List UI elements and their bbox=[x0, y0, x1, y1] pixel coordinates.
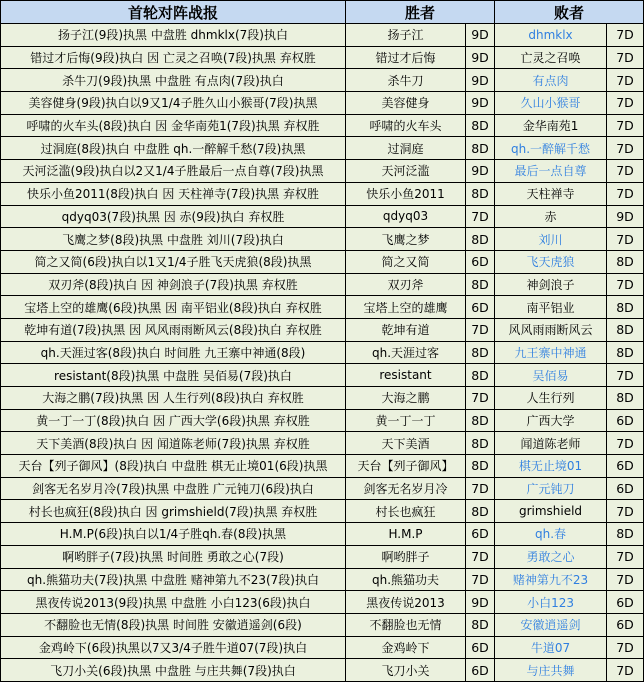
winner-level: 8D bbox=[466, 114, 495, 137]
table-row bbox=[1, 568, 644, 591]
match-description: 双刃斧(8段)执白 因 神剑浪子(7段)执黑 弃权胜 bbox=[1, 273, 346, 296]
loser-name: 久山小猴哥 bbox=[495, 92, 607, 115]
winner-name: 飞鹰之梦 bbox=[346, 228, 466, 251]
winner-level: 7D bbox=[466, 205, 495, 228]
table-row bbox=[1, 387, 644, 410]
loser-level: 8D bbox=[607, 250, 644, 273]
loser-name: 南平铝业 bbox=[495, 296, 607, 319]
match-description: 美容健身(9段)执白以9又1/4子胜久山小猴哥(7段)执黑 bbox=[1, 92, 346, 115]
match-description: 简之又简(6段)执白以1又1/4子胜飞天虎狼(8段)执黑 bbox=[1, 250, 346, 273]
report-title: 首轮对阵战报 bbox=[1, 1, 346, 24]
winner-level: 6D bbox=[466, 523, 495, 546]
loser-level: 7D bbox=[607, 92, 644, 115]
loser-name: 广元钝刀 bbox=[495, 477, 607, 500]
winner-level: 8D bbox=[466, 432, 495, 455]
loser-level: 7D bbox=[607, 160, 644, 183]
winner-level: 9D bbox=[466, 69, 495, 92]
loser-level: 7D bbox=[607, 364, 644, 387]
winner-level: 9D bbox=[466, 591, 495, 614]
loser-name: 天柱禅寺 bbox=[495, 182, 607, 205]
winner-level: 8D bbox=[466, 228, 495, 251]
header-row bbox=[1, 1, 644, 24]
loser-name: 赤 bbox=[495, 205, 607, 228]
match-description: 天河泛滥(9段)执白以2又1/4子胜最后一点自尊(7段)执黑 bbox=[1, 160, 346, 183]
table-row bbox=[1, 545, 644, 568]
winner-name: 剑客无名岁月冷 bbox=[346, 477, 466, 500]
table-row bbox=[1, 318, 644, 341]
loser-level: 8D bbox=[607, 296, 644, 319]
loser-name: 刘川 bbox=[495, 228, 607, 251]
match-description: 快乐小鱼2011(8段)执白 因 天柱禅寺(7段)执黑 弃权胜 bbox=[1, 182, 346, 205]
winner-name: 天下美酒 bbox=[346, 432, 466, 455]
table-row bbox=[1, 160, 644, 183]
winner-name: resistant bbox=[346, 364, 466, 387]
match-description: 剑客无名岁月冷(7段)执黑 中盘胜 广元钝刀(6段)执白 bbox=[1, 477, 346, 500]
table-row bbox=[1, 69, 644, 92]
winner-name: 大海之鹏 bbox=[346, 387, 466, 410]
table-row bbox=[1, 477, 644, 500]
loser-name: 吴佰易 bbox=[495, 364, 607, 387]
loser-name: 赌神第九不23 bbox=[495, 568, 607, 591]
loser-level: 7D bbox=[607, 228, 644, 251]
match-description: 大海之鹏(7段)执黑 因 人生行列(8段)执白 弃权胜 bbox=[1, 387, 346, 410]
table-row bbox=[1, 659, 644, 682]
winner-name: 快乐小鱼2011 bbox=[346, 182, 466, 205]
winner-level: 6D bbox=[466, 636, 495, 659]
winner-level: 9D bbox=[466, 92, 495, 115]
loser-level: 6D bbox=[607, 455, 644, 478]
winner-level: 9D bbox=[466, 24, 495, 47]
match-description: 乾坤有道(7段)执黑 因 风风雨雨断风云(8段)执白 弃权胜 bbox=[1, 318, 346, 341]
loser-level: 7D bbox=[607, 69, 644, 92]
loser-level: 6D bbox=[607, 409, 644, 432]
winner-name: 不翻脸也无情 bbox=[346, 613, 466, 636]
match-description: 黑夜传说2013(9段)执黑 中盘胜 小白123(6段)执白 bbox=[1, 591, 346, 614]
table-row bbox=[1, 341, 644, 364]
winner-name: qh.天涯过客 bbox=[346, 341, 466, 364]
match-description: 村长也疯狂(8段)执白 因 grimshield(7段)执黑 弃权胜 bbox=[1, 500, 346, 523]
table-row bbox=[1, 636, 644, 659]
table-row bbox=[1, 137, 644, 160]
loser-level: 8D bbox=[607, 387, 644, 410]
winner-name: 天台【列子御风】 bbox=[346, 455, 466, 478]
winner-level: 9D bbox=[466, 160, 495, 183]
table-row bbox=[1, 205, 644, 228]
loser-name: 牛道07 bbox=[495, 636, 607, 659]
loser-level: 7D bbox=[607, 24, 644, 47]
winner-name: 黄一丁一丁 bbox=[346, 409, 466, 432]
table-row bbox=[1, 500, 644, 523]
winner-level: 6D bbox=[466, 250, 495, 273]
winner-header: 胜者 bbox=[346, 1, 495, 24]
loser-level: 7D bbox=[607, 273, 644, 296]
table-row bbox=[1, 432, 644, 455]
match-description: 飞刀小关(6段)执黑 中盘胜 与庄共舞(7段)执白 bbox=[1, 659, 346, 682]
match-description: 飞鹰之梦(8段)执黑 中盘胜 刘川(7段)执白 bbox=[1, 228, 346, 251]
winner-level: 8D bbox=[466, 364, 495, 387]
loser-name: qh.春 bbox=[495, 523, 607, 546]
table-row bbox=[1, 46, 644, 69]
loser-level: 6D bbox=[607, 477, 644, 500]
loser-level: 8D bbox=[607, 523, 644, 546]
loser-level: 7D bbox=[607, 182, 644, 205]
match-description: 扬子江(9段)执黑 中盘胜 dhmklx(7段)执白 bbox=[1, 24, 346, 47]
table-row bbox=[1, 114, 644, 137]
match-description: 呼啸的火车头(8段)执白 因 金华南苑1(7段)执黑 弃权胜 bbox=[1, 114, 346, 137]
loser-name: qh.一醉解千愁 bbox=[495, 137, 607, 160]
match-description: qh.天涯过客(8段)执白 时间胜 九王寨中神通(8段) bbox=[1, 341, 346, 364]
match-description: qh.熊猫功夫(7段)执黑 中盘胜 赌神第九不23(7段)执白 bbox=[1, 568, 346, 591]
winner-name: 宝塔上空的雄鹰 bbox=[346, 296, 466, 319]
loser-name: 飞天虎狼 bbox=[495, 250, 607, 273]
loser-level: 7D bbox=[607, 114, 644, 137]
winner-level: 7D bbox=[466, 318, 495, 341]
loser-header: 败者 bbox=[495, 1, 644, 24]
winner-level: 8D bbox=[466, 182, 495, 205]
winner-name: H.M.P bbox=[346, 523, 466, 546]
loser-name: 人生行列 bbox=[495, 387, 607, 410]
loser-level: 6D bbox=[607, 613, 644, 636]
match-description: qdyq03(7段)执黑 因 赤(9段)执白 弃权胜 bbox=[1, 205, 346, 228]
match-description: 宝塔上空的雄鹰(6段)执黑 因 南平铝业(8段)执白 弃权胜 bbox=[1, 296, 346, 319]
winner-name: qh.熊猫功夫 bbox=[346, 568, 466, 591]
winner-name: 美容健身 bbox=[346, 92, 466, 115]
winner-name: qdyq03 bbox=[346, 205, 466, 228]
winner-name: 金鸡岭下 bbox=[346, 636, 466, 659]
table-row bbox=[1, 455, 644, 478]
loser-level: 9D bbox=[607, 205, 644, 228]
match-description: 啊哟胖子(7段)执黑 时间胜 勇敢之心(7段) bbox=[1, 545, 346, 568]
loser-name: 广西大学 bbox=[495, 409, 607, 432]
loser-name: 金华南苑1 bbox=[495, 114, 607, 137]
winner-name: 飞刀小关 bbox=[346, 659, 466, 682]
table-row bbox=[1, 364, 644, 387]
loser-name: 闻道陈老师 bbox=[495, 432, 607, 455]
loser-level: 7D bbox=[607, 137, 644, 160]
loser-level: 6D bbox=[607, 591, 644, 614]
loser-name: 勇敢之心 bbox=[495, 545, 607, 568]
match-description: H.M.P(6段)执白以1/4子胜qh.春(8段)执黑 bbox=[1, 523, 346, 546]
loser-name: 与庄共舞 bbox=[495, 659, 607, 682]
loser-level: 7D bbox=[607, 545, 644, 568]
loser-name: 最后一点自尊 bbox=[495, 160, 607, 183]
winner-level: 8D bbox=[466, 137, 495, 160]
loser-name: 九王寨中神通 bbox=[495, 341, 607, 364]
table-row bbox=[1, 24, 644, 47]
loser-name: 亡灵之召唤 bbox=[495, 46, 607, 69]
winner-name: 过洞庭 bbox=[346, 137, 466, 160]
table-row bbox=[1, 228, 644, 251]
winner-level: 8D bbox=[466, 341, 495, 364]
table-row bbox=[1, 182, 644, 205]
table-row bbox=[1, 591, 644, 614]
loser-level: 7D bbox=[607, 568, 644, 591]
match-description: 天台【列子御风】(8段)执白 中盘胜 棋无止境01(6段)执黑 bbox=[1, 455, 346, 478]
loser-name: 有点肉 bbox=[495, 69, 607, 92]
winner-level: 6D bbox=[466, 659, 495, 682]
winner-level: 8D bbox=[466, 273, 495, 296]
winner-level: 8D bbox=[466, 455, 495, 478]
winner-name: 呼啸的火车头 bbox=[346, 114, 466, 137]
table-row bbox=[1, 92, 644, 115]
winner-level: 7D bbox=[466, 568, 495, 591]
winner-name: 黑夜传说2013 bbox=[346, 591, 466, 614]
loser-level: 8D bbox=[607, 318, 644, 341]
table-row bbox=[1, 296, 644, 319]
match-description: 过洞庭(8段)执白 中盘胜 qh.一醉解千愁(7段)执黑 bbox=[1, 137, 346, 160]
winner-name: 天河泛滥 bbox=[346, 160, 466, 183]
winner-name: 杀牛刀 bbox=[346, 69, 466, 92]
match-description: 金鸡岭下(6段)执黑以7又3/4子胜牛道07(7段)执白 bbox=[1, 636, 346, 659]
loser-level: 7D bbox=[607, 432, 644, 455]
winner-name: 村长也疯狂 bbox=[346, 500, 466, 523]
winner-name: 错过才后悔 bbox=[346, 46, 466, 69]
match-description: 错过才后悔(9段)执白 因 亡灵之召唤(7段)执黑 弃权胜 bbox=[1, 46, 346, 69]
winner-level: 8D bbox=[466, 500, 495, 523]
loser-level: 7D bbox=[607, 636, 644, 659]
winner-level: 7D bbox=[466, 387, 495, 410]
winner-name: 简之又简 bbox=[346, 250, 466, 273]
winner-name: 双刃斧 bbox=[346, 273, 466, 296]
winner-level: 7D bbox=[466, 477, 495, 500]
winner-name: 啊哟胖子 bbox=[346, 545, 466, 568]
loser-level: 7D bbox=[607, 659, 644, 682]
match-description: 杀牛刀(9段)执黑 中盘胜 有点肉(7段)执白 bbox=[1, 69, 346, 92]
loser-name: dhmklx bbox=[495, 24, 607, 47]
loser-name: 风风雨雨断风云 bbox=[495, 318, 607, 341]
loser-name: 安徽逍遥剑 bbox=[495, 613, 607, 636]
table-row bbox=[1, 523, 644, 546]
table-row bbox=[1, 409, 644, 432]
loser-level: 7D bbox=[607, 46, 644, 69]
match-description: resistant(8段)执黑 中盘胜 吴佰易(7段)执白 bbox=[1, 364, 346, 387]
winner-level: 9D bbox=[466, 46, 495, 69]
loser-name: 棋无止境01 bbox=[495, 455, 607, 478]
match-description: 天下美酒(8段)执白 因 闻道陈老师(7段)执黑 弃权胜 bbox=[1, 432, 346, 455]
winner-name: 乾坤有道 bbox=[346, 318, 466, 341]
table-row bbox=[1, 613, 644, 636]
match-description: 黄一丁一丁(8段)执白 因 广西大学(6段)执黑 弃权胜 bbox=[1, 409, 346, 432]
match-description: 不翻脸也无情(8段)执黑 时间胜 安徽逍遥剑(6段) bbox=[1, 613, 346, 636]
table-row bbox=[1, 273, 644, 296]
table-row bbox=[1, 250, 644, 273]
loser-level: 7D bbox=[607, 500, 644, 523]
winner-level: 8D bbox=[466, 409, 495, 432]
winner-level: 7D bbox=[466, 545, 495, 568]
loser-name: grimshield bbox=[495, 500, 607, 523]
loser-level: 8D bbox=[607, 341, 644, 364]
winner-name: 扬子江 bbox=[346, 24, 466, 47]
loser-name: 小白123 bbox=[495, 591, 607, 614]
loser-name: 神剑浪子 bbox=[495, 273, 607, 296]
winner-level: 6D bbox=[466, 296, 495, 319]
winner-level: 8D bbox=[466, 613, 495, 636]
